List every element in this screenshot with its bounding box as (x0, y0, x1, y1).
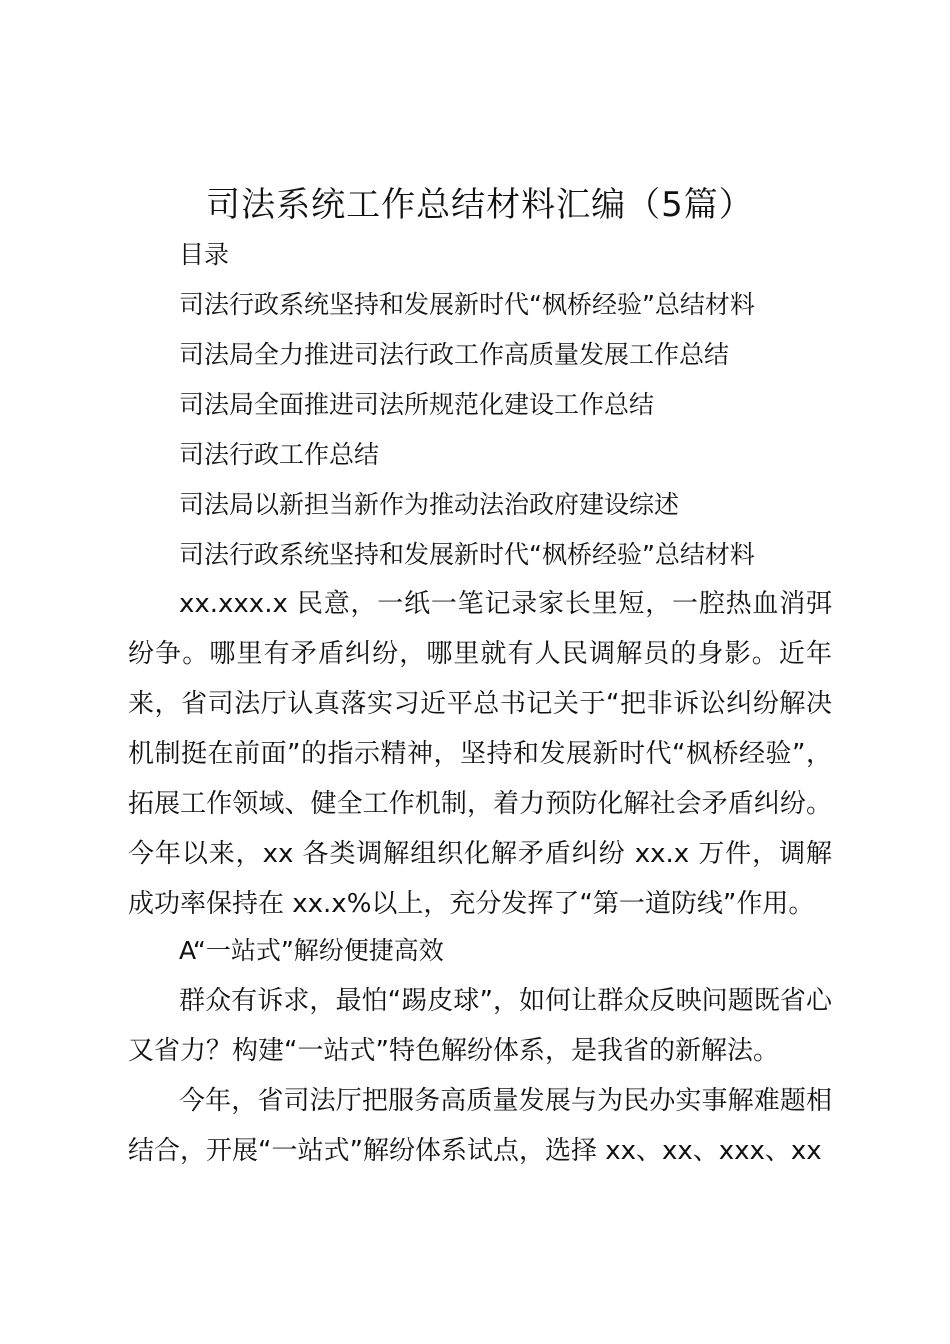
body-paragraph: 群众有诉求，最怕“踢皮球”，如何让群众反映问题既省心又省力？构建“一站式”特色解纷体系，是我省的新解法。 (128, 986, 832, 1066)
toc-item: 司法局全力推进司法行政工作高质量发展工作总结 (179, 340, 730, 369)
toc-item: 司法局以新担当新作为推动法治政府建设综述 (179, 490, 680, 519)
document-title: 司法系统工作总结材料汇编（5篇） (206, 185, 754, 225)
body-paragraph: 今年，省司法厅把服务高质量发展与为民办实事解难题相结合，开展“一站式”解纷体系试点，选择 xx、xx、xxx、xx (128, 1086, 832, 1166)
toc-item: 司法行政工作总结 (179, 440, 380, 469)
section-title: 司法行政系统坚持和发展新时代“枫桥经验”总结材料 (179, 540, 755, 569)
body-paragraph: xx.xxx.x 民意，一纸一笔记录家长里短，一腔热血消弭纷争。哪里有矛盾纠纷，哪里就有人民调解员的身影。近年来，省司法厅认真落实习近平总书记关于“把非诉讼纠纷解决机制挺在前面”的指示精神，坚持和发展新时代“枫桥经验”，拓展工作领域、健全工作机制，着力预防化解社会矛盾纠纷。今年以来，xx 各类调解组织化解矛盾纠纷 xx.x 万件，调解成功率保持在 xx.x%以上，充分发挥了“第一道防线”作用。 (128, 589, 832, 919)
toc-heading: 目录 (179, 240, 230, 269)
subheading: A“一站式”解纷便捷高效 (179, 936, 444, 965)
toc-item: 司法局全面推进司法所规范化建设工作总结 (179, 390, 655, 419)
toc-item: 司法行政系统坚持和发展新时代“枫桥经验”总结材料 (179, 290, 755, 319)
